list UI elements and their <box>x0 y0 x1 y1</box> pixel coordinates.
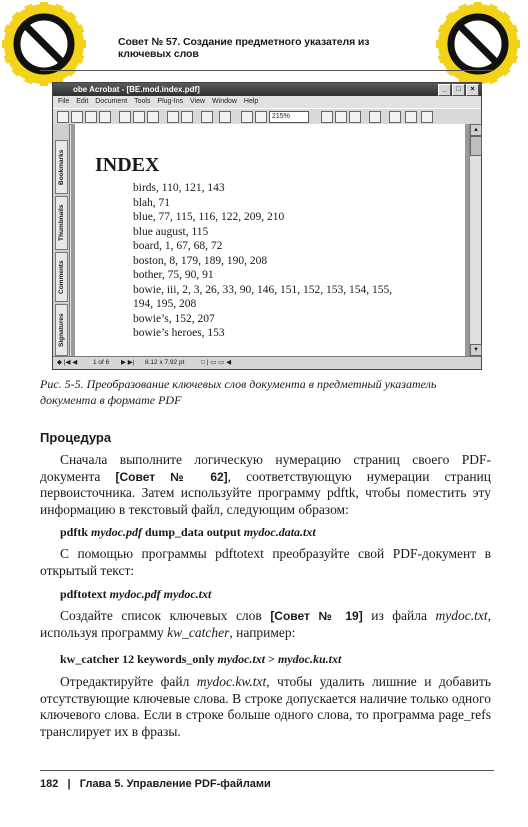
vertical-scrollbar[interactable] <box>469 124 481 356</box>
text-tool-icon[interactable] <box>181 111 193 123</box>
code-line-3 <box>60 652 341 667</box>
index-entry: blue august, 115 <box>133 225 209 238</box>
code-text: mydoc.pdf mydoc.txt <box>109 587 212 601</box>
no-sign-icon <box>436 2 520 86</box>
code-text: pdftotext <box>60 587 110 601</box>
menu-document[interactable]: Document <box>95 98 128 105</box>
index-entry: bowie’s heroes, 153 <box>133 327 225 339</box>
code-text: mydoc.pdf <box>91 525 142 539</box>
hand-tool-icon[interactable] <box>133 111 145 123</box>
select-tool-icon[interactable] <box>147 111 159 123</box>
figure-caption: Рис. 5-5. Преобразование ключевых слов документа в предметный указатель документа в формате PDF <box>40 377 437 407</box>
fit-page-icon[interactable] <box>321 111 333 123</box>
zoom-tool-icon[interactable] <box>255 111 267 123</box>
menu-edit[interactable]: Edit <box>76 98 89 105</box>
text: mydoc.kw.txt <box>196 674 267 689</box>
page-size: 8.12 x 7.92 pt <box>145 359 185 366</box>
index-entry: bowie’s, 152, 207 <box>133 312 215 325</box>
paragraph-3 <box>40 608 491 641</box>
code-line-1 <box>60 525 316 540</box>
footer-rule <box>40 770 494 771</box>
close-button[interactable]: × <box>466 84 479 96</box>
paragraph-4 <box>40 674 491 740</box>
index-entry: 194, 195, 208 <box>133 298 197 310</box>
document-area <box>71 124 469 356</box>
email-tool-icon[interactable] <box>99 111 111 123</box>
crop-tool-icon[interactable] <box>201 111 213 123</box>
no-sign-icon <box>2 2 86 86</box>
text: , используя программу <box>40 608 491 640</box>
abc-spell-icon[interactable] <box>389 111 401 123</box>
index-entry: birds, 110, 121, 143 <box>133 182 225 194</box>
index-entries <box>133 181 392 341</box>
menu-plugins[interactable]: Plug-Ins <box>157 98 184 105</box>
text: mydoc.txt <box>435 608 488 623</box>
pdf-page <box>75 124 465 356</box>
help-icon[interactable] <box>421 111 433 123</box>
save-tool-icon[interactable] <box>71 111 83 123</box>
index-entry: board, 1, 67, 68, 72 <box>133 240 223 252</box>
rotate-icon[interactable] <box>369 111 381 123</box>
index-entry: blah, 71 <box>133 196 171 209</box>
actual-size-icon[interactable] <box>335 111 347 123</box>
paragraph-2 <box>40 546 491 579</box>
code-text: mydoc.ku.txt <box>277 652 342 666</box>
text: , чтобы удалить лишние и добавить отсутствующие ключевые слова. В строке допускается наличие только одного ключевого слова. Если в строке больше одного слова, то программа page_refs транслирует их в фразы. <box>40 674 491 739</box>
navigation-pane-tabs <box>53 124 70 356</box>
tip-reference: [Совет № 62] <box>115 469 228 484</box>
text: из файла <box>362 608 436 623</box>
scroll-thumb[interactable] <box>470 136 482 156</box>
code-text: > <box>265 652 278 666</box>
menu-window[interactable]: Window <box>212 98 237 105</box>
zoom-field[interactable]: 215% <box>269 111 309 123</box>
menu-bar <box>53 96 481 108</box>
code-line-2 <box>60 587 211 602</box>
zoom-in-tool-icon[interactable] <box>167 111 179 123</box>
page-footer: 182 | Глава 5. Управление PDF-файлами <box>40 778 271 790</box>
menu-view[interactable]: View <box>190 98 206 105</box>
tab-comments[interactable]: Comments <box>55 252 68 302</box>
text: Создайте список ключевых слов <box>60 608 271 623</box>
next-page-icon[interactable]: ▶ ▶| <box>121 359 135 366</box>
index-entry: blue, 77, 115, 116, 122, 209, 210 <box>133 211 285 223</box>
first-page-icon[interactable]: ◆ |◀ ◀ <box>57 359 78 366</box>
code-text: dump_data output <box>142 525 244 539</box>
maximize-button[interactable]: □ <box>452 84 465 96</box>
text: С помощью программы pdftotext преобразуйте свой PDF-документ в открытый текст: <box>40 546 491 578</box>
text: Сначала выполните логическую нумерацию страниц своего PDF-документа <box>40 452 491 484</box>
index-heading: INDEX <box>95 154 160 176</box>
menu-help[interactable]: Help <box>243 98 259 105</box>
index-entry: boston, 8, 179, 189, 190, 208 <box>133 254 268 267</box>
tab-thumbnails[interactable]: Thumbnails <box>55 196 68 250</box>
tip-reference: [Совет № 19] <box>270 609 363 623</box>
index-entry: bowie, iii, 2, 3, 26, 33, 90, 146, 151, 152, 153, 154, 155, <box>133 283 393 296</box>
fit-width-icon[interactable] <box>349 111 361 123</box>
open-tool-icon[interactable] <box>57 111 69 123</box>
text: kw_catcher <box>167 624 230 640</box>
scroll-up-icon[interactable]: ▲ <box>470 124 482 136</box>
acrobat-screenshot <box>52 82 482 370</box>
tab-signatures[interactable]: Signatures <box>55 304 68 356</box>
code-text: mydoc.data.txt <box>243 525 316 539</box>
text: , например: <box>229 624 296 640</box>
index-entry: bother, 75, 90, 91 <box>133 269 214 281</box>
code-text: kw_catcher 12 keywords_only <box>60 652 218 666</box>
code-text: pdftk <box>60 525 92 539</box>
window-titlebar <box>53 83 481 96</box>
zoom-out-tool-icon[interactable] <box>241 111 253 123</box>
menu-file[interactable]: File <box>58 98 70 105</box>
toolbar <box>53 108 481 125</box>
window-title: obe Acrobat - [BE.mod.index.pdf] <box>73 85 200 94</box>
layout-icon[interactable]: □ | ▭ ▭ ◀ <box>201 359 232 366</box>
section-title: Процедура <box>40 430 112 445</box>
menu-tools[interactable]: Tools <box>134 98 151 105</box>
search-tool-icon[interactable] <box>119 111 131 123</box>
paragraph-1 <box>40 452 491 518</box>
header-rule <box>40 70 494 71</box>
print-tool-icon[interactable] <box>85 111 97 123</box>
web-icon[interactable] <box>405 111 417 123</box>
minimize-button[interactable]: _ <box>438 84 451 96</box>
text: , соответствующую нумерации страниц первоисточника. Затем используйте программу pdftk, чтобы поместить эту информацию в текстовый файл, следующим образом: <box>40 468 492 517</box>
scroll-down-icon[interactable]: ▼ <box>470 344 482 356</box>
link-tool-icon[interactable] <box>219 111 231 123</box>
status-bar <box>53 356 481 369</box>
running-head: Совет № 57. Создание предметного указателя из ключевых слов <box>118 36 370 60</box>
text: Отредактируйте файл <box>60 674 197 689</box>
tab-bookmarks[interactable]: Bookmarks <box>55 140 68 194</box>
code-text: mydoc.txt <box>217 652 266 666</box>
page-indicator[interactable]: 1 of 6 <box>93 359 110 366</box>
